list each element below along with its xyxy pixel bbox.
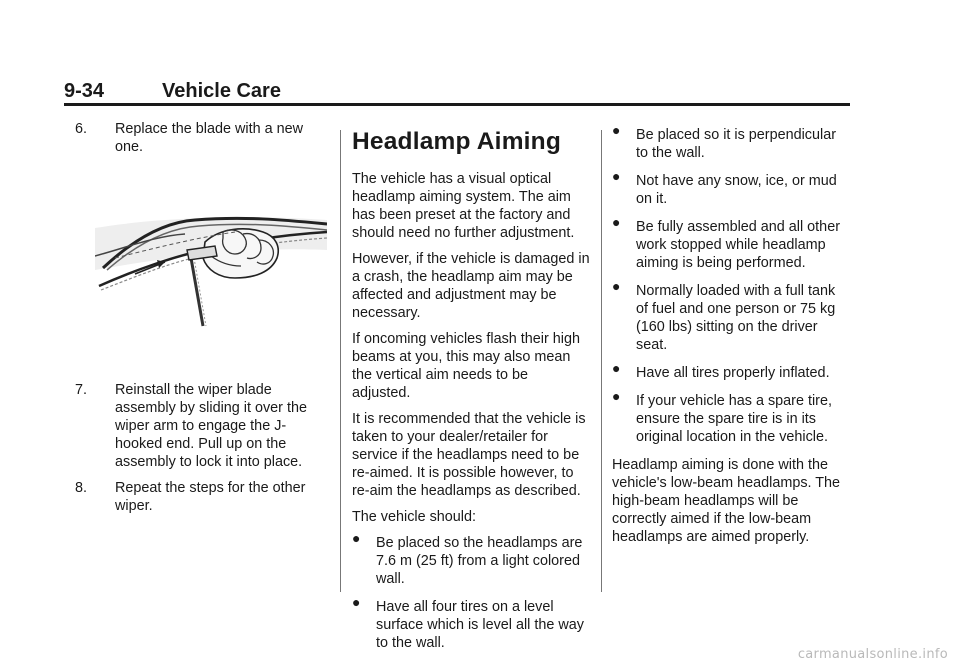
bullet-list — [352, 530, 590, 652]
step-number: 6. — [75, 121, 88, 137]
section-title: Vehicle Care — [162, 80, 281, 102]
paragraph: If oncoming vehicles flash their high beams at you, this may also mean the vertical aim needs to be adjusted. — [352, 331, 580, 401]
list-item — [612, 278, 850, 354]
wiper-blade-figure — [95, 198, 327, 333]
list-item — [612, 214, 850, 272]
step-6 — [75, 120, 325, 156]
list-item — [612, 360, 850, 382]
page-number: 9-34 — [64, 80, 105, 102]
list-item-text: Be fully assembled and all other work stopped while headlamp aiming is being performed. — [636, 219, 840, 271]
bullet-icon: ● — [612, 360, 621, 376]
step-7 — [75, 381, 325, 471]
wiper-blade-illustration-icon — [95, 198, 327, 333]
bullet-icon: ● — [612, 122, 621, 138]
list-item-text: Be placed so it is perpendicular to the wall. — [636, 127, 836, 161]
step-number: 8. — [75, 480, 88, 496]
column-2 — [352, 120, 590, 662]
bullet-icon: ● — [612, 168, 621, 184]
list-item-text: Normally loaded with a full tank of fuel and one person or 75 kg (160 lbs) sitting on the driver seat. — [636, 283, 836, 353]
column-divider — [340, 130, 341, 592]
list-item — [352, 594, 590, 652]
bullet-list — [612, 122, 850, 446]
closing-paragraph: Headlamp aiming is done with the vehicle's low-beam headlamps. The high-beam headlamps will be correctly aimed if the low-beam headlamps are aimed properly. — [612, 457, 841, 545]
step-8 — [75, 479, 325, 515]
paragraph: The vehicle has a visual optical headlamp aiming system. The aim has been preset at the factory and should need no further adjustment. — [352, 171, 575, 241]
list-item-text: If your vehicle has a spare tire, ensure the spare tire is in its original location in the vehicle. — [636, 393, 832, 445]
paragraph: It is recommended that the vehicle is taken to your dealer/retailer for service if the headlamps need to be re-aimed. It is possible however, to re-aim the headlamps as described. — [352, 411, 586, 499]
list-item-text: Have all tires properly inflated. — [636, 365, 830, 381]
bullet-icon: ● — [612, 214, 621, 230]
list-item-text: Be placed so the headlamps are 7.6 m (25 ft) from a light colored wall. — [376, 535, 583, 587]
step-text: Reinstall the wiper blade assembly by sliding it over the wiper arm to engage the J-hooked end. Pull up on the assembly to lock it into place. — [115, 382, 307, 470]
column-3 — [612, 120, 850, 554]
watermark: carmanualsonline.info — [797, 647, 948, 662]
step-text: Replace the blade with a new one. — [115, 121, 303, 155]
bullet-icon: ● — [352, 594, 361, 610]
list-item — [612, 388, 850, 446]
header-rule — [64, 103, 850, 106]
list-item-text: Have all four tires on a level surface which is level all the way to the wall. — [376, 599, 584, 651]
bullet-icon: ● — [612, 278, 621, 294]
step-number: 7. — [75, 382, 88, 398]
list-item — [612, 122, 850, 162]
list-item — [352, 530, 590, 588]
list-item — [612, 168, 850, 208]
page-header — [64, 78, 850, 104]
bullet-icon: ● — [352, 530, 361, 546]
paragraph: The vehicle should: — [352, 509, 476, 525]
column-1 — [75, 120, 325, 523]
column-divider — [601, 130, 602, 592]
headlamp-aiming-heading: Headlamp Aiming — [352, 128, 562, 155]
paragraph: However, if the vehicle is damaged in a crash, the headlamp aim may be affected and adjustment may be necessary. — [352, 251, 590, 321]
step-text: Repeat the steps for the other wiper. — [115, 480, 306, 514]
bullet-icon: ● — [612, 388, 621, 404]
list-item-text: Not have any snow, ice, or mud on it. — [636, 173, 837, 207]
